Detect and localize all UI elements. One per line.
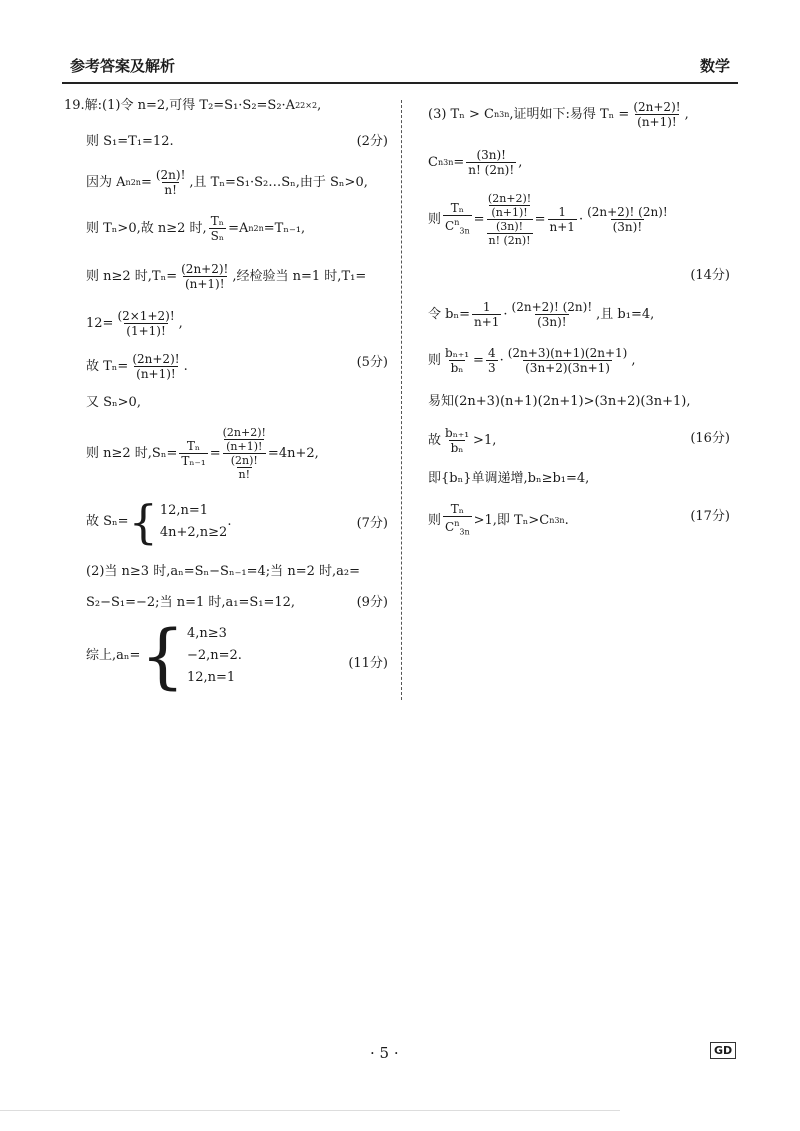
right-line-2: C n 3n = $\frac{(3n)!}{n! (2n)!}$ ,	[428, 148, 523, 177]
right-line-8: 即{bₙ}单调递增,bₙ≥b₁=4,	[428, 471, 590, 486]
left-line-9: 则 n≥2 时,Sₙ= $\frac{\text{Tₙ}}{\text{Tₙ₋₁}}$ = (2n+2)! (n+1)! (2n)! n! =4n+2,	[86, 426, 319, 481]
right-line-7: 故 $\frac{\text{bₙ₊₁}}{\text{bₙ}}$ >1,	[428, 426, 497, 455]
score-5: (5分)	[356, 355, 388, 370]
left-line-4: 则 Tₙ>0,故 n≥2 时, $\frac{\text{Tₙ}}{\text{Sₙ}}$ =A n 2n =Tₙ₋₁,	[86, 214, 306, 243]
score-2: (2分)	[356, 134, 388, 149]
right-line-4: 令 bₙ= $\frac{1}{n+1}$ · $\frac{(2n+2)! (2n)!}{(3n)!}$ ,且 b₁=4,	[428, 300, 655, 329]
left-line-6: 12= $\frac{(2\times 1+2)!}{(1+1)!}$ ,	[86, 309, 183, 338]
left-line-1: 19.解:(1)令 n=2,可得 T₂=S₁·S₂=S₂·A 2 2×2 ,	[64, 98, 322, 113]
left-line-10: 故 Sₙ= { 12,n=1 4n+2,n≥2 .	[86, 495, 232, 549]
header-title: 参考答案及解析	[70, 57, 176, 75]
left-line-8: 又 Sₙ>0,	[86, 395, 141, 410]
score-9: (9分)	[356, 595, 388, 610]
region-tag: GD	[710, 1042, 736, 1059]
column-divider	[401, 100, 402, 700]
right-line-1: (3) Tₙ > C n 3n ,证明如下:易得 Tₙ = $\frac{(2n+2)!}{(n+1)!}$ ,	[428, 100, 689, 129]
right-line-5: 则 $\frac{\text{bₙ₊₁}}{\text{bₙ}}$ = $\frac{4}{3}$ · $\frac{(2n+3)(n+1)(2n+1)}{(3n+2)(3n+1)}$ ,	[428, 346, 636, 375]
header-rule	[62, 82, 738, 84]
left-line-5: 则 n≥2 时,Tₙ= $\frac{(2n+2)!}{(n+1)!}$ ,经检验当 n=1 时,T₁=	[86, 262, 367, 291]
page-number: · 5 ·	[370, 1044, 399, 1062]
left-line-11: (2)当 n≥3 时,aₙ=Sₙ−Sₙ₋₁=4;当 n=2 时,a₂=	[86, 564, 360, 579]
score-7: (7分)	[356, 516, 388, 531]
left-line-7: 故 Tₙ= $\frac{(2n+2)!}{(n+1)!}$ .	[86, 352, 188, 381]
left-line-13: 综上,aₙ= { 4,n≥3 −2,n=2. 12,n=1	[86, 615, 242, 697]
right-line-9: 则 $\frac{\text{Tₙ}}{C^n_{3n}}$ >1,即 Tₙ>C n 3n .	[428, 502, 569, 539]
bottom-rule	[0, 1110, 620, 1111]
left-line-3: 因为 A n 2n = $\frac{(2n)!}{n!}$ ,且 Tₙ=S₁·S₂…Sₙ,由于 Sₙ>0,	[86, 168, 368, 197]
left-line-12: S₂−S₁=−2;当 n=1 时,a₁=S₁=12,	[86, 595, 296, 610]
score-11: (11分)	[348, 656, 388, 671]
right-line-3: 则 $\frac{\text{Tₙ}}{C^n_{3n}}$ = (2n+2)! (n+1)! (3n)! n! (2n)! = $\frac{1}{n+1}$ · $\frac{(2n+2)! (2n)!}{(3n)!}$	[428, 192, 668, 247]
header-subject: 数学	[699, 57, 730, 75]
left-line-2: 则 S₁=T₁=12.	[86, 134, 174, 149]
right-line-6: 易知(2n+3)(n+1)(2n+1)>(3n+2)(3n+1),	[428, 394, 691, 409]
score-17: (17分)	[690, 509, 730, 524]
score-14: (14分)	[690, 268, 730, 283]
score-16: (16分)	[690, 431, 730, 446]
